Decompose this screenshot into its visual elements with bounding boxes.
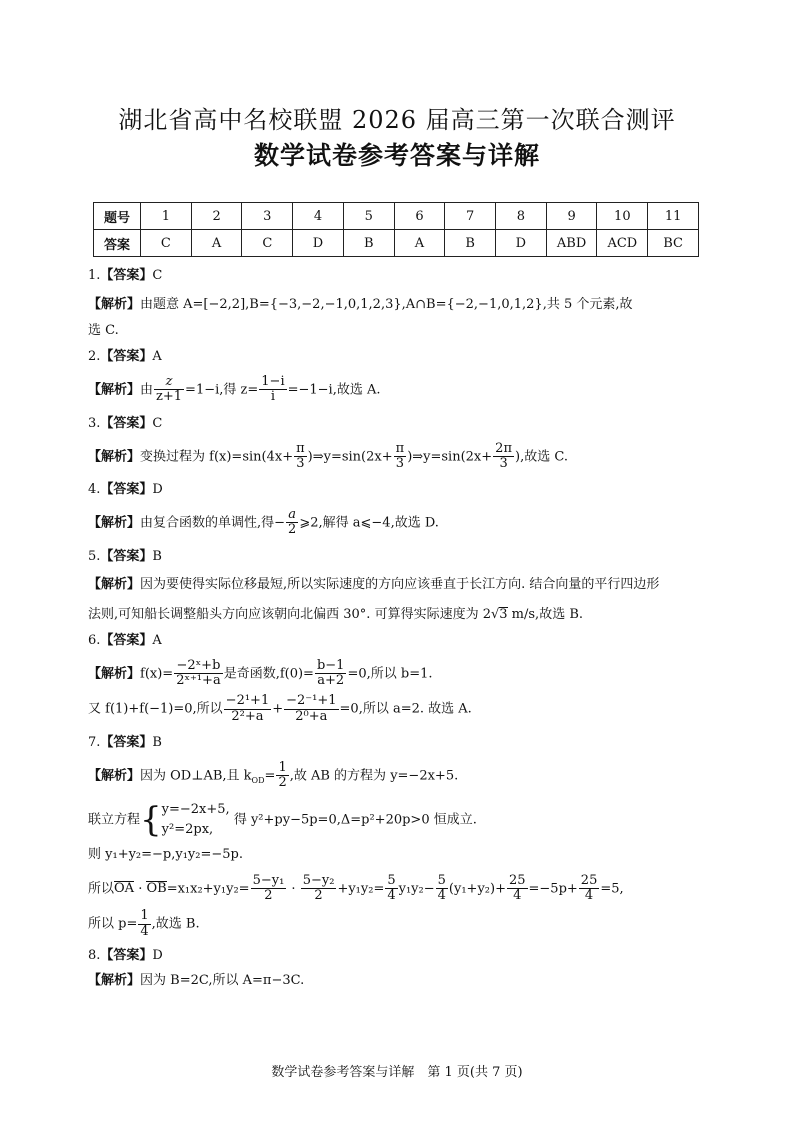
text-run: 由 [140,382,154,398]
q5-analysis [88,572,718,598]
table-cell: 8 [496,203,547,230]
fraction [259,375,286,405]
table-cell: 2 [191,203,242,230]
text-run: = [264,768,276,784]
table-cell: C [242,230,293,257]
q2-analysis [88,375,718,405]
text-run: + [272,701,284,717]
answer-value: A [152,632,162,648]
fraction [493,442,514,472]
denominator: a+2 [317,673,345,689]
text-run: ⩾2,解得 a⩽−4,故选 D. [299,515,439,531]
fraction [394,442,407,472]
question-number: 1. [88,268,101,283]
table-cell: A [191,230,242,257]
fraction [579,874,600,904]
answer-table [93,202,699,257]
answer-tag: 【答案】 [100,548,153,564]
denominator: 3 [296,455,305,471]
text-run: · [287,881,300,897]
text-run: 又 f(1)+f(−1)=0,所以 [88,701,223,717]
analysis-tag: 【解析】 [88,515,141,531]
table-cell: 7 [445,203,496,230]
equation: y=−2x+5, [161,801,230,817]
analysis-tag: 【解析】 [88,768,141,784]
answer-value: B [152,548,162,564]
denominator: 2⁰+a [295,708,328,724]
q7-answer [88,730,718,755]
answer-row [94,230,699,257]
q2-answer [88,344,718,369]
table-cell: ABD [546,230,597,257]
analysis-tag: 【解析】 [88,448,141,464]
numerator: −2¹+1 [225,693,270,709]
fraction [507,874,528,904]
q5-answer [88,544,718,569]
table-cell: 1 [141,203,192,230]
text-run: ,故选 B. [151,916,200,932]
text-run: 是奇函数,f(0)= [223,666,314,682]
analysis-tag: 【解析】 [88,973,141,989]
fraction [138,909,150,939]
numerator: π [395,440,405,456]
document-subtitle: 数学试卷参考答案与详解 [253,141,540,170]
table-cell: A [394,230,445,257]
table-cell: 10 [597,203,648,230]
document-title: 湖北省高中名校联盟 2026 届高三第一次联合测评 [118,106,676,134]
text-run: =5, [600,881,624,897]
answer-tag: 【答案】 [100,415,153,431]
numerator: −2⁻¹+1 [286,693,337,709]
numerator: −2ˣ+b [174,659,223,674]
numerator: b−1 [316,657,345,673]
table-cell: BC [648,230,699,257]
analysis-tag: 【解析】 [88,382,141,398]
answer-value: B [152,734,162,750]
numerator: a [286,508,298,523]
equation-system [162,800,230,840]
analysis-text: 由题意 A=[−2,2],B={−3,−2,−1,0,1,2,3},A∩B={−2,−1,0,1,2},共 5 个元素,故 [140,297,633,312]
fraction [154,375,184,405]
text-run: 所以 [88,881,115,897]
denominator: 2 [278,775,287,791]
q7-analysis [88,761,718,794]
table-cell: 9 [546,203,597,230]
question-number: 6. [88,632,101,648]
numerator: 5−y₂ [302,872,335,888]
answer-value: D [152,482,163,498]
sqrt-radicand: 3 [499,606,508,622]
denominator: 2²+a [231,708,264,724]
denominator: z+1 [156,389,183,405]
fraction [224,694,272,724]
answer-tag: 【答案】 [100,349,153,364]
vector-oa: OA [114,881,135,897]
table-cell: 5 [343,203,394,230]
answer-tag: 【答案】 [100,948,153,964]
question-number: 2. [88,349,101,364]
text-run: +y₁y₂= [337,881,385,897]
denominator: 4 [437,888,446,904]
text-run: 所以 p= [88,916,138,932]
table-cell: B [343,230,394,257]
answer-value: A [152,349,162,364]
text-run: 联立方程 [88,812,141,828]
text-run: =0,所以 b=1. [347,666,433,682]
q8-answer [88,943,718,968]
q7-system [88,800,718,840]
analysis-tag: 【解析】 [88,576,141,592]
fraction [286,508,298,538]
equation: y²=2px, [161,821,214,837]
brace-symbol: { [140,799,162,840]
denominator: 2 [314,888,323,904]
table-cell: B [445,230,496,257]
text-run: =−5p+ [528,881,578,897]
q1-analysis [88,292,718,318]
denominator: 3 [395,455,405,471]
numerator: 5−y₁ [252,872,285,888]
denominator: 4 [140,923,149,939]
numerator: 2π [495,440,512,456]
analysis-tag: 【解析】 [88,297,141,312]
fraction [284,694,338,724]
text-run: 由复合函数的单调性,得− [140,515,286,531]
numerator: 25 [580,872,598,888]
text-run: =1−i,得 z= [185,382,259,398]
row-label-number: 题号 [94,203,141,230]
table-cell: 4 [293,203,344,230]
numerator: z [154,375,184,390]
text-run: f(x)= [140,666,174,682]
denominator: 4 [584,888,594,904]
table-cell: 3 [242,203,293,230]
numerator: 1 [278,759,287,775]
subscript: OD [251,775,265,785]
q3-analysis [88,442,718,472]
text-run: 法则,可知船长调整船头方向应该朝向北偏西 30°. 可算得实际速度为 2√ [88,606,500,622]
solutions [88,263,718,994]
question-number: 4. [88,482,101,498]
numerator: 5 [437,872,446,888]
fraction [174,659,223,689]
q3-answer [88,411,718,436]
answer-value: C [152,268,163,283]
text-run: )⇒y=sin(2x+ [307,448,393,464]
text-run: ),故选 C. [515,448,568,464]
q4-analysis [88,508,718,538]
answer-value: D [152,948,163,964]
q1-analysis-cont [88,318,718,344]
fraction [251,874,287,904]
table-cell: 11 [648,203,699,230]
table-cell: 6 [394,203,445,230]
denominator: 2 [288,522,297,538]
numerator: 1 [140,908,149,924]
question-number: 5. [88,548,101,564]
text-run: =0,所以 a=2. 故选 A. [339,701,472,717]
text-run: y₁y₂− [398,881,435,897]
analysis-text: 因为 B=2C,所以 A=π−3C. [140,973,305,989]
text-run: 变换过程为 f(x)=sin(4x+ [140,448,294,464]
fraction [315,659,347,689]
row-label-answer: 答案 [94,230,141,257]
q7-dot-product [88,874,718,904]
fraction [385,874,397,904]
analysis-tag: 【解析】 [88,666,141,682]
question-number: 7. [88,734,101,750]
text-run: m/s,故选 B. [507,606,584,622]
question-number: 8. [88,948,101,964]
denominator: 3 [499,455,508,471]
q8-analysis [88,968,718,994]
numerator: 1−i [261,374,285,389]
numerator: 5 [387,872,396,888]
text-run: 因为 OD⊥AB,且 k [140,768,252,784]
denominator: 4 [513,888,522,904]
fraction [294,442,307,472]
denominator: 2 [264,888,273,904]
q1-answer [88,263,718,288]
text-run: ,故 AB 的方程为 y=−2x+5. [289,768,459,784]
text-run: =−1−i,故选 A. [287,382,381,398]
q5-analysis-cont [88,602,718,628]
denominator: 4 [387,888,396,904]
denominator: 2ˣ⁺¹+a [176,673,221,689]
table-cell: D [496,230,547,257]
question-number-row [94,203,699,230]
answer-tag: 【答案】 [100,268,153,283]
text-run: )⇒y=sin(2x+ [407,448,493,464]
analysis-text: 因为要使得实际位移最短,所以实际速度的方向应该垂直于长江方向. 结合向量的平行四边形 [140,576,660,592]
fraction [301,874,337,904]
fraction [436,874,448,904]
table-cell: D [293,230,344,257]
fraction [276,761,288,791]
answer-value: C [152,415,163,431]
q6-analysis-cont [88,694,718,724]
q6-answer [88,628,718,653]
q7-result [88,909,718,939]
text-run: 则 y₁+y₂=−p,y₁y₂=−5p. [88,846,243,862]
question-number: 3. [88,415,101,431]
text-run: · [134,881,147,897]
numerator: 25 [508,872,526,888]
q7-vieta [88,842,718,868]
page-footer: 数学试卷参考答案与详解 第 1 页(共 7 页) [271,1065,523,1080]
numerator: π [296,440,305,456]
vector-ob: OB [146,881,167,897]
analysis-text: 选 C. [88,323,119,338]
q4-answer [88,477,718,502]
table-cell: C [141,230,192,257]
answer-tag: 【答案】 [100,482,153,498]
text-run: (y₁+y₂)+ [448,881,506,897]
q6-analysis [88,659,718,689]
text-run: 得 y²+py−5p=0,Δ=p²+20p>0 恒成立. [233,812,477,828]
table-cell: ACD [597,230,648,257]
answer-tag: 【答案】 [100,734,153,750]
answer-tag: 【答案】 [100,632,153,648]
denominator: i [270,389,276,405]
text-run: =x₁x₂+y₁y₂= [166,881,250,897]
